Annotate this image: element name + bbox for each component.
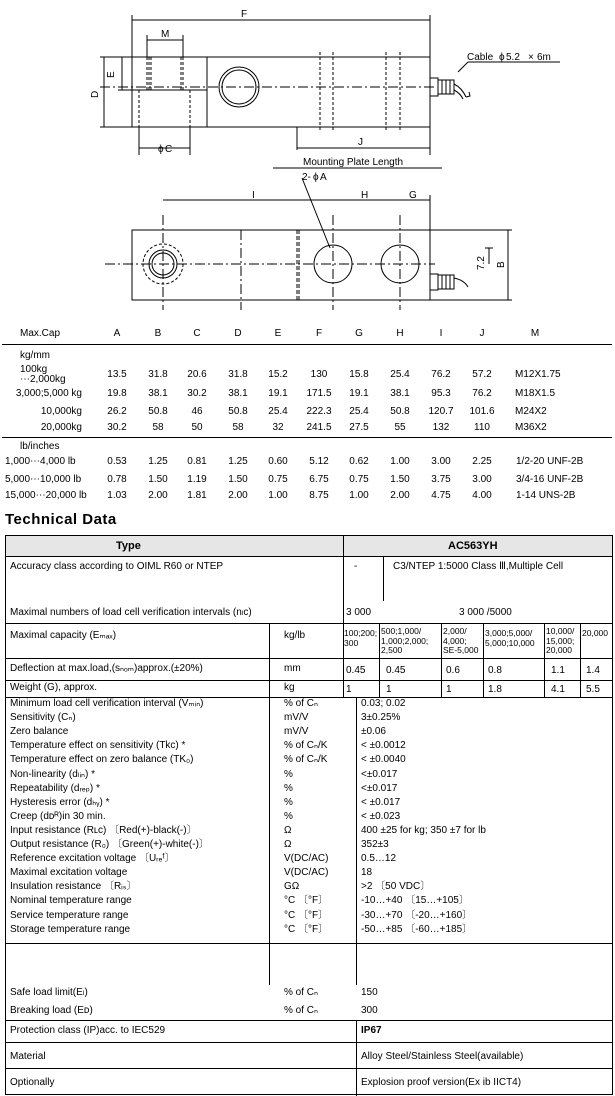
kg-row-value: 19.1 [349,388,369,399]
spec-row-unit: °C 〔°F〕 [284,923,329,935]
kg-row-value: 222.3 [306,406,332,417]
spec-row-unit: % [284,796,293,808]
dim-header-J: J [479,328,485,339]
kg-row-value: 15.2 [268,369,288,380]
deflection-unit: mm [284,663,301,674]
model-header: AC563YH [448,540,498,552]
kg-row-value: 110 [474,422,490,433]
spec-row-value: -50…+85 〔-60…+185〕 [361,923,473,935]
kg-row-value: 130 [310,369,328,380]
phi-A-symbol: ϕ [313,172,319,183]
kg-row-value: 26.2 [107,406,127,417]
kg-row-thread: M24X2 [515,406,547,417]
dim-J: J [358,137,363,148]
material-label: Material [10,1051,46,1062]
breaking-load-label: Breaking load (Eᴅ) [10,1005,93,1016]
dim-header-F: F [315,328,323,339]
kg-row-value: 20.6 [187,369,207,380]
lb-row-value: 2.25 [472,456,492,467]
kg-row-value: 46 [191,406,203,417]
spec-row-value: <±0.017 [361,782,398,794]
kg-row-value: 27.5 [349,422,369,433]
kg-row-value: 57.2 [472,369,492,380]
dim-G: G [409,190,417,201]
kg-units-header: kg/mm [20,350,50,361]
accuracy-value: C3/NTEP 1:5000 Class Ⅲ,Multiple Cell [393,561,564,572]
cable-label: Cable [467,52,494,63]
lb-row-value: 1.50 [228,474,248,485]
kg-row-value: 19.1 [268,388,288,399]
spec-row-unit: % of Cₙ/K [284,754,328,766]
kg-row-value: 76.2 [431,369,451,380]
kg-row-capacity: 3,000;5,000 kg [15,388,82,399]
lb-row-value: 4.75 [431,490,451,501]
spec-row-label: Sensitivity (Cₙ) [10,712,76,724]
spec-row-value: 352±3 [361,839,389,850]
weight-col-4: 1.8 [488,684,502,695]
spec-row-value: <±0.017 [361,768,398,780]
spec-row-unit: % of Cₙ [284,698,318,709]
spec-row-label: Zero balance [10,726,69,738]
lb-row-value: 0.62 [349,456,369,467]
spec-row-value: >2 〔50 VDC〕 [361,881,431,893]
spec-row-unit: % [284,810,293,822]
kg-row-value: 50.8 [228,406,248,417]
lb-row-value: 6.75 [309,474,329,485]
spec-row-value: -10…+40 〔15…+105〕 [361,895,469,907]
verification-v2: 3 000 /5000 [459,607,512,618]
divider [2,344,612,345]
dim-M: M [161,29,170,40]
kg-row-value: 58 [232,422,244,433]
kg-row-value: 58 [152,422,164,433]
capacity-col-4: 3,000;5,000/ 5,000;10,000 [485,628,535,648]
lb-row-value: 2.00 [148,490,168,501]
spec-row-label: Input resistance (Rʟᴄ) 〔Red(+)-black(-)〕 [10,824,197,836]
material-value: Alloy Steel/Stainless Steel(available) [361,1051,524,1062]
weight-label: Weight (G), approx. [10,682,98,693]
lb-row-value: 1.81 [187,490,207,501]
kg-row-value: 13.5 [107,369,127,380]
spec-row-value: 400 ±25 for kg; 350 ±7 for lb [361,824,486,836]
spec-row-label: Reference excitation voltage 〔Uᵣₑᶠ〕 [10,853,175,865]
kg-row-value: 32 [272,422,284,433]
spec-row-value: 18 [361,867,373,879]
lb-row-thread: 1/2-20 UNF-2B [516,456,584,467]
lb-row-value: 3.75 [431,474,451,485]
spec-row-unit: V(DC/AC) [284,867,329,879]
weight-col-2: 1 [386,684,392,695]
phi-C-symbol: ϕ [158,144,164,155]
kg-row-value: 95.3 [431,388,451,399]
deflection-col-3: 0.6 [446,665,460,676]
capacity-col-5: 10,000/ 15,000; 20,000 [546,626,575,655]
lb-row-value: 0.81 [187,456,207,467]
weight-unit: kg [284,682,295,693]
lb-row-value: 0.53 [107,456,127,467]
spec-row-label: Repeatability (dᵣₑₚ) * [10,782,100,794]
verification-v1: 3 000 [346,607,372,618]
spec-row-value: 0.5…12 [361,853,397,865]
spec-row-value: 0.03; 0.02 [361,698,406,709]
cable-length: 6m [537,52,551,63]
hole-count-label: 2- [302,172,311,183]
kg-row-value: 38.1 [390,388,410,399]
verification-intervals-label: Maximal numbers of load cell verification intervals (nₗᴄ) [10,607,252,618]
lb-row-thread: 3/4-16 UNF-2B [516,474,584,485]
deflection-col-5: 1.1 [551,665,565,676]
kg-row-value: 101.6 [469,406,495,417]
kg-row-value: 241.5 [306,422,332,433]
deflection-col-6: 1.4 [586,665,600,676]
dim-D: D [90,90,101,98]
spec-row-label: Non-linearity (dₗᵢₙ) * [10,768,96,780]
spec-row-value: < ±0.017 [361,796,401,808]
kg-row-value: 171.5 [306,388,332,399]
spec-row-label: Minimum load cell verification interval (Vₘᵢₙ) [10,698,204,709]
dim-A: A [320,172,327,183]
lb-row-value: 1.50 [148,474,168,485]
dim-header-A: A [113,328,121,339]
weight-col-6: 5.5 [586,684,600,695]
dim-header-I: I [439,328,443,339]
spec-row-label: Maximal excitation voltage [10,867,128,879]
lb-row-value: 1.19 [187,474,207,485]
spec-row-unit: GΩ [284,881,300,893]
safe-load-unit: % of Cₙ [284,987,318,998]
lb-row-value: 1.00 [268,490,288,501]
dim-F: F [241,9,248,20]
lb-row-value: 1.25 [228,456,248,467]
kg-row-value: 76.2 [472,388,492,399]
accuracy-dash: - [354,561,358,572]
capacity-col-1: 100;200; 300 [344,628,378,648]
spec-row-value: -30…+70 〔-20…+160〕 [361,909,473,921]
kg-row-value: 55 [394,422,406,433]
dim-header-H: H [396,328,404,339]
kg-row-value: 25.4 [349,406,369,417]
dim-header-E: E [274,328,282,339]
cross-symbol: × [528,52,534,63]
spec-row-unit: mV/V [284,726,309,738]
dim-B: B [496,261,507,268]
dim-C: C [165,144,173,155]
lb-row-value: 3.00 [472,474,492,485]
capacity-unit: kg/lb [284,630,306,641]
kg-row-value: 120.7 [428,406,454,417]
capacity-label: Maximal capacity (Eₘₐₓ) [10,630,117,641]
lb-row-value: 5.12 [309,456,329,467]
capacity-col-2: 500;1,000/ 1,000;2,000; 2,500 [381,626,429,655]
dim-I: I [252,190,255,201]
spec-row-label: Nominal temperature range [10,895,132,907]
dim-header-G: G [355,328,363,339]
kg-row-value: 132 [432,422,450,433]
kg-row-value: 31.8 [148,369,168,380]
dim-header-C: C [193,328,201,339]
weight-col-1: 1 [346,684,352,695]
side-view-body [132,57,430,127]
optional-value: Explosion proof version(Ex ib IICT4) [361,1077,522,1088]
deflection-label: Deflection at max.load,(sₙₒₘ)approx.(±20%) [10,663,203,674]
lb-row-thread: 1-14 UNS-2B [516,490,576,501]
dim-header-maxcap: Max.Cap [20,328,61,339]
spec-row-label: Hysteresis error (dₕᵧ) * [10,796,110,808]
lb-row-value: 0.60 [268,456,288,467]
dim-header-D: D [234,328,242,339]
lb-row-value: 1.00 [390,456,410,467]
kg-row-value: 50.8 [390,406,410,417]
protection-value: IP67 [361,1025,382,1036]
spec-row-unit: % of Cₙ/K [284,740,328,752]
lb-row-value: 2.00 [228,490,248,501]
lb-row-value: 8.75 [309,490,329,501]
breaking-load-value: 300 [361,1005,378,1016]
kg-row-thread: M18X1.5 [515,388,556,399]
spec-row-value: < ±0.0012 [361,740,406,752]
spec-row-value: < ±0.0040 [361,754,406,766]
dim-header-M: M [530,328,540,339]
cable-size: 5.2 [506,52,520,63]
kg-row-value: 30.2 [107,422,127,433]
spec-row-label: Temperature effect on sensitivity (Tkᴄ) * [10,740,186,752]
dim-H: H [361,190,369,201]
spec-row-label: Storage temperature range [10,923,131,935]
lb-row-value: 1.00 [349,490,369,501]
lb-row-value: 1.50 [390,474,410,485]
spec-row-unit: °C 〔°F〕 [284,909,329,921]
divider [2,437,612,438]
spec-row-unit: Ω [284,839,292,850]
kg-row-capacity: 100kg [20,364,48,375]
deflection-col-2: 0.45 [386,665,406,676]
kg-row-value: 50.8 [148,406,168,417]
capacity-col-3: 2,000/ 4,000; SE-5,000 [443,626,479,655]
technical-drawing [0,0,615,320]
kg-row-thread: M12X1.75 [515,369,561,380]
lb-row-value: 1.03 [107,490,127,501]
lb-row-value: 4.00 [472,490,492,501]
lb-row-capacity: 1,000⋯4,000 lb [5,456,76,467]
accuracy-label: Accuracy class according to OIML R60 or NTEP [10,561,224,572]
kg-row-value: 31.8 [228,369,248,380]
spec-row-value: < ±0.023 [361,810,401,822]
protection-label: Protection class (IP)acc. to IEC529 [10,1025,166,1036]
dim-7-2: 7.2 [476,256,487,270]
lb-row-capacity: 5,000⋯10,000 lb [5,474,82,485]
lb-row-value: 1.25 [148,456,168,467]
spec-row-unit: Ω [284,824,292,836]
spec-row-unit: mV/V [284,712,309,724]
weight-col-3: 1 [446,684,452,695]
optional-label: Optionally [10,1077,55,1088]
kg-row-value: 19.8 [107,388,127,399]
spec-row-label: Service temperature range [10,909,129,921]
kg-row-value: 38.1 [148,388,168,399]
breaking-load-unit: % of Cₙ [284,1005,318,1016]
kg-row-value: 50 [191,422,203,433]
kg-row-thread: M36X2 [515,422,547,433]
safe-load-value: 150 [361,987,378,998]
kg-row-value: 15.8 [349,369,369,380]
lb-row-capacity: 15,000⋯20,000 lb [5,490,87,501]
spec-row-unit: V(DC/AC) [284,853,329,865]
spec-row-label: Output resistance (R₀) 〔Green(+)-white(-)〕 [10,839,209,850]
kg-row-value: 25.4 [390,369,410,380]
deflection-col-4: 0.8 [488,665,502,676]
lb-row-value: 0.78 [107,474,127,485]
kg-row-capacity-range: ⋯2,000kg [20,374,66,385]
spec-row-value: 3±0.25% [361,712,401,724]
dim-header-B: B [154,328,162,339]
lb-row-value: 3.00 [431,456,451,467]
phi-cable-symbol: ϕ [499,52,505,63]
spec-row-value: ±0.06 [361,726,386,738]
spec-table [5,535,613,1095]
spec-row-unit: % [284,782,293,794]
safe-load-label: Safe load limit(Eₗ) [10,987,88,998]
spec-row-label: Insulation resistance 〔Rᵢₛ〕 [10,881,137,893]
type-header: Type [116,540,141,552]
mounting-plate-label: Mounting Plate Length [303,157,404,168]
lb-row-value: 2.00 [390,490,410,501]
spec-row-label: Creep (dᴅᴿ)in 30 min. [10,810,106,822]
spec-row-unit: °C 〔°F〕 [284,895,329,907]
lb-units-header: lb/inches [20,441,60,452]
kg-row-capacity: 10,000kg [40,406,82,417]
weight-col-5: 4.1 [551,684,565,695]
kg-row-value: 25.4 [268,406,288,417]
spec-row-unit: % [284,768,293,780]
capacity-col-6: 20,000 [582,628,608,638]
kg-row-capacity: 20,000kg [40,422,82,433]
technical-data-title: Technical Data [5,511,117,528]
deflection-col-1: 0.45 [346,665,366,676]
spec-row-label: Temperature effect on zero balance (TK₀) [10,754,194,766]
lb-row-value: 0.75 [349,474,369,485]
kg-row-value: 38.1 [228,388,248,399]
lb-row-value: 0.75 [268,474,288,485]
kg-row-value: 30.2 [187,388,207,399]
dim-E: E [106,71,117,78]
